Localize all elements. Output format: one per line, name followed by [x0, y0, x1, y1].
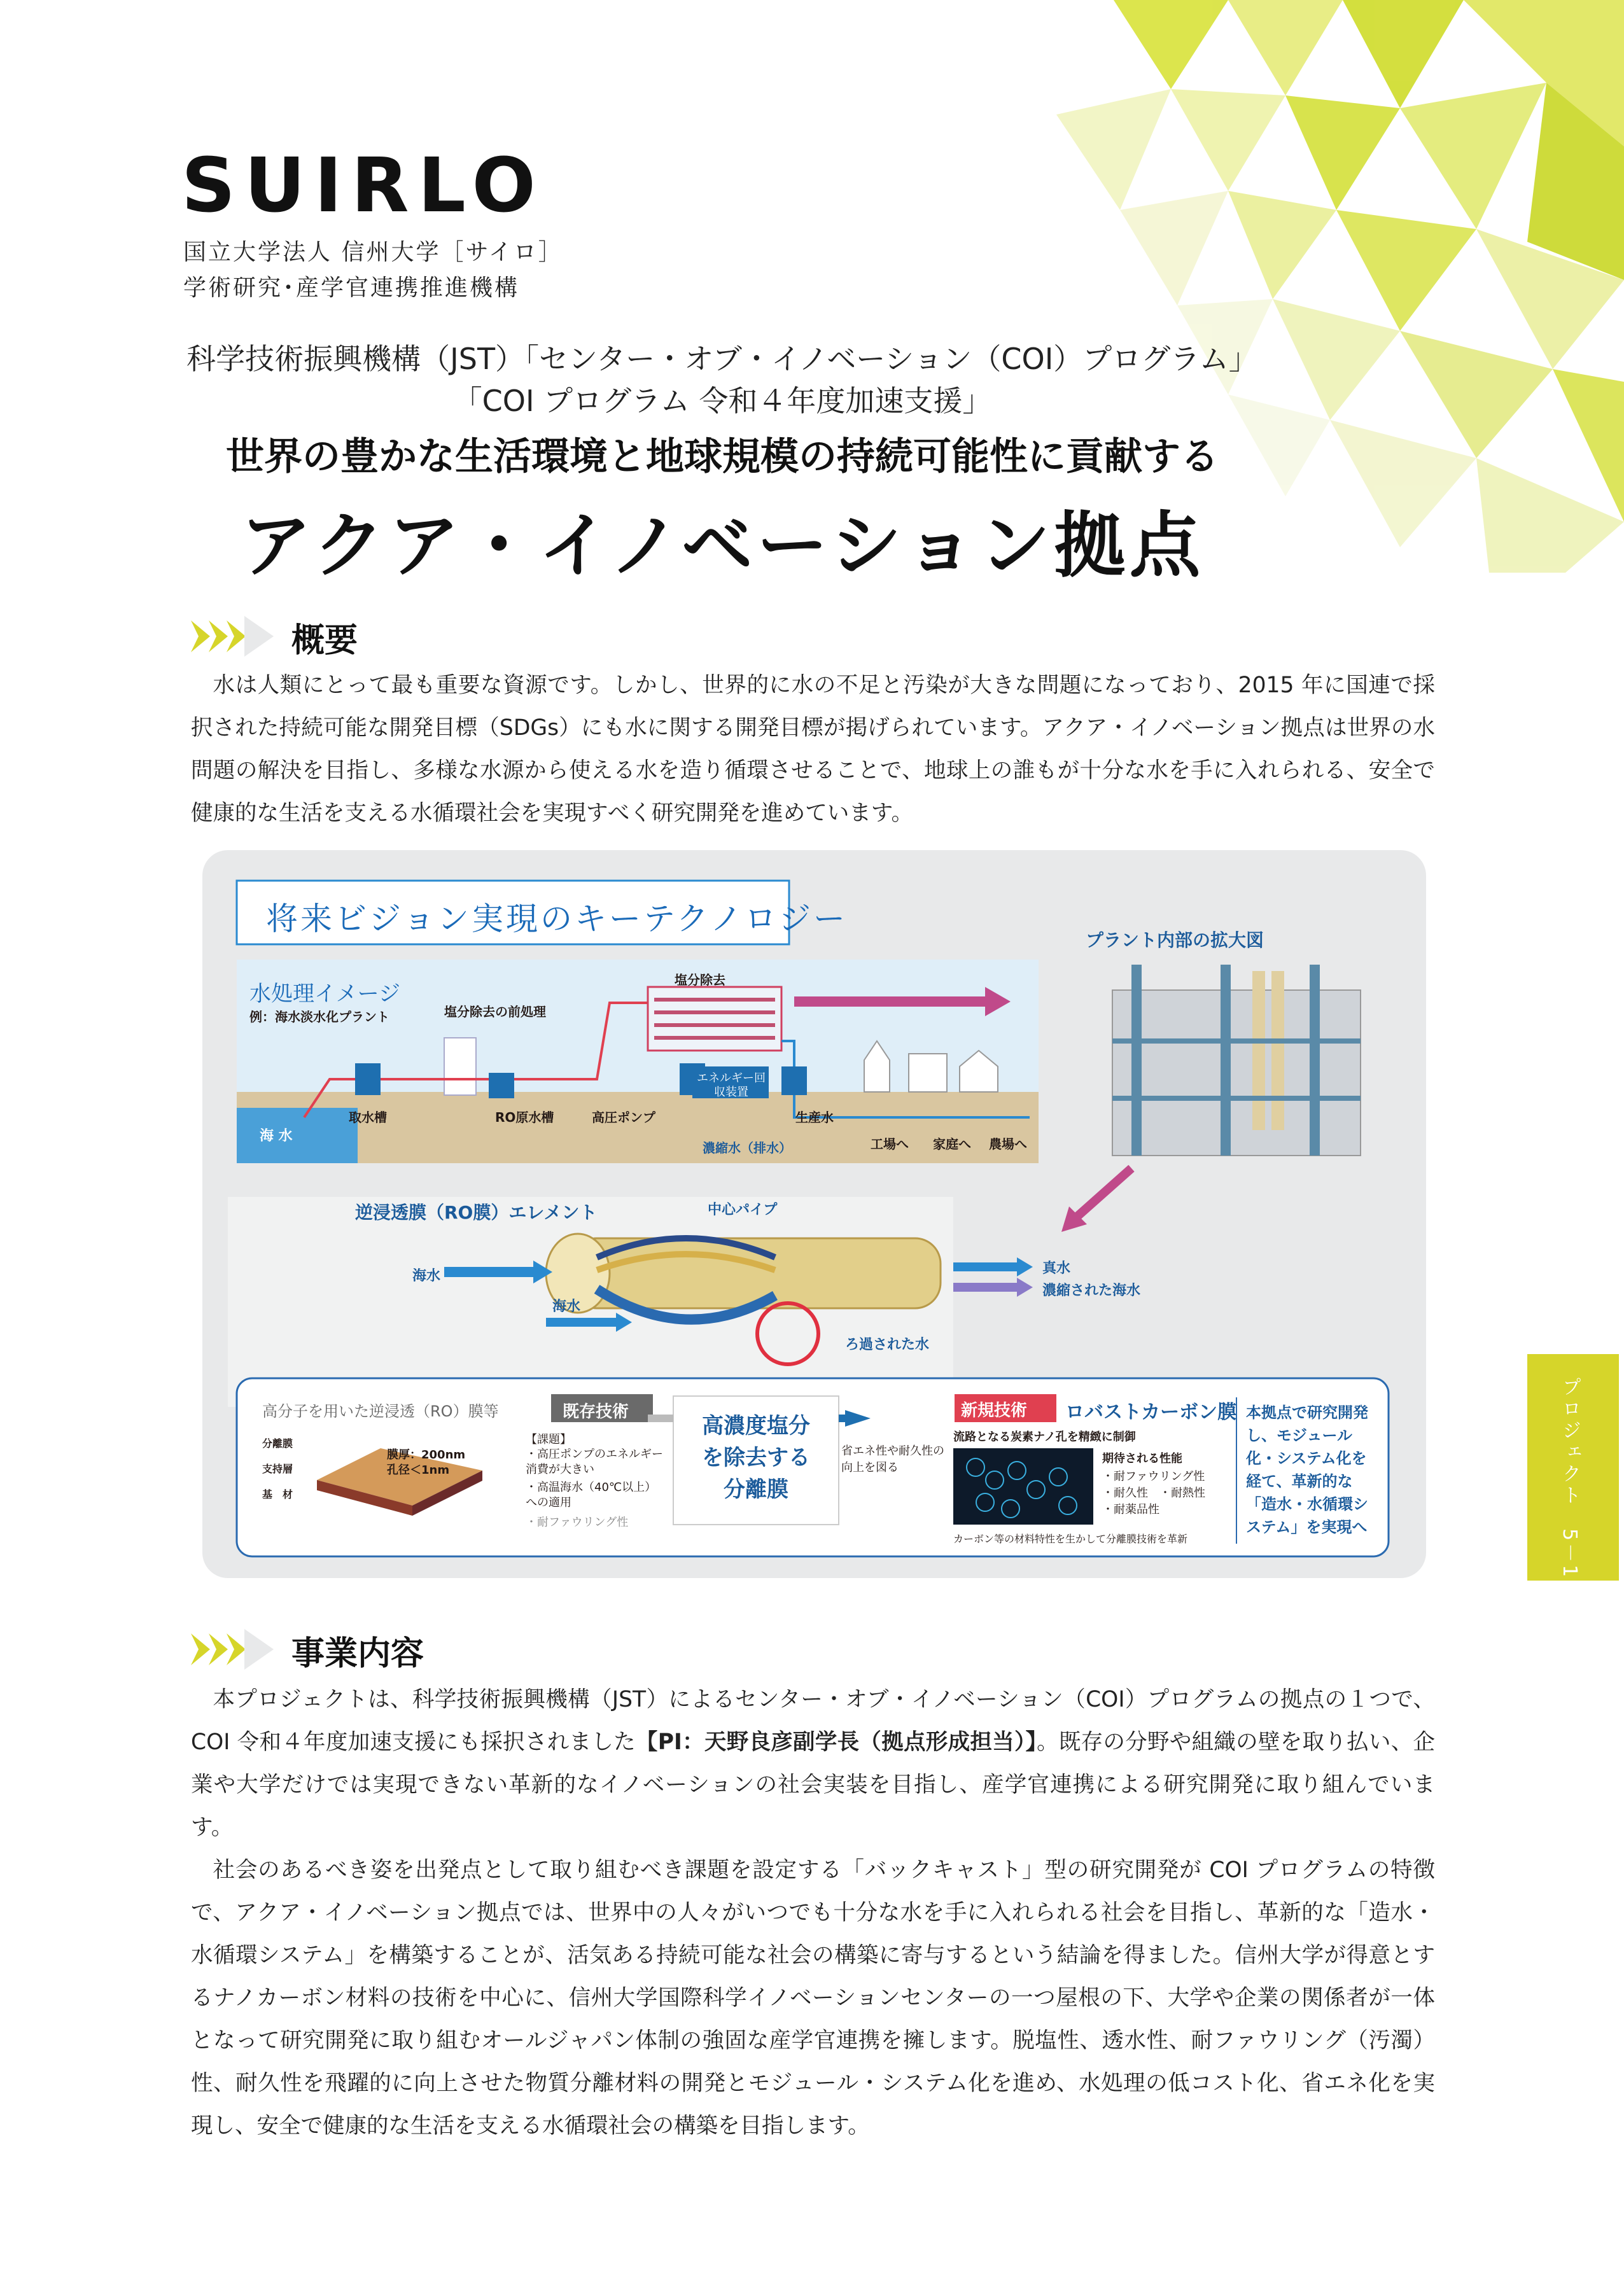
issues-title: 【課題】 — [526, 1433, 571, 1446]
desalination-label: 塩分除去 — [675, 972, 725, 988]
page-title: アクア・イノベーション拠点 — [240, 505, 1205, 587]
overview-heading: 概要 — [291, 622, 358, 660]
issue-3: ・耐ファウリング性 — [526, 1516, 629, 1529]
decorative-triangle-pattern — [955, 0, 1624, 573]
plant-zoom-label: プラント内部の拡大図 — [1086, 930, 1264, 951]
robust-subtitle: 流路となる炭素ナノ孔を精緻に制御 — [953, 1430, 1136, 1444]
business-p1-text-b: 。既存の分野や組織の壁を取り払い、企業や大学だけでは実現できない革新的なイノベーションの社会実装を目指し、産学官連携による研究開発に取り組んでいます。 — [191, 1729, 1436, 1840]
issue-1: ・高圧ポンプのエネルギー消費が大きい — [526, 1448, 663, 1476]
water-treatment-label: 水処理イメージ — [249, 981, 400, 1007]
water-treatment-example: 例：海水淡水化プラント — [249, 1009, 389, 1024]
business-paragraphs — [191, 1679, 1435, 2148]
brine-label: 濃縮水（排水） — [703, 1140, 792, 1156]
key-technology-figure — [202, 850, 1426, 1578]
business-paragraph-1 — [191, 1679, 1435, 1849]
business-heading: 事業内容 — [291, 1635, 424, 1673]
thickness-label: 膜厚：200nm — [387, 1448, 466, 1462]
existing-tech-badge: 既存技術 — [563, 1402, 629, 1422]
high-pressure-pump-label: 高圧ポンプ — [592, 1110, 655, 1125]
new-tech-badge: 新規技術 — [961, 1401, 1028, 1420]
layer-support-label: 支持層 — [262, 1463, 293, 1475]
to-home-label: 家庭へ — [933, 1136, 971, 1152]
overview-text: 水は人類にとって最も重要な資源です。しかし、世界的に水の不足と汚染が大きな問題になっており、2015 年に国連で採択された持続可能な開発目標（SDGs）にも水に関する開発目標が掲げられています。アクア・イノベーション拠点は世界の水問題の解決を目指し、多様な水源から使える水を造り循環させることで、地球上の誰もが十分な水を手に入れられる、安全で健康的な生活を支える水循環社会を実現すべく研究開発を進めています。 — [191, 673, 1435, 826]
polymer-membrane-title: 高分子を用いた逆浸透（RO）膜等 — [262, 1402, 499, 1420]
separation-membrane-box: 高濃度塩分を除去する分離膜 — [702, 1413, 810, 1502]
filtered-water-label: ろ過された水 — [845, 1337, 930, 1353]
improvement-note: 省エネ性や耐久性の向上を図る — [841, 1444, 944, 1474]
ro-tank-label: RO原水槽 — [495, 1110, 554, 1125]
performance-1: ・耐ファウリング性 — [1102, 1470, 1205, 1483]
headline: 世界の豊かな生活環境と地球規模の持続可能性に貢献する — [226, 435, 1219, 479]
plant-module-illustration — [1112, 965, 1361, 1156]
issue-2: ・高温海水（40℃以上）への適用 — [526, 1481, 657, 1509]
project-goal-text: 本拠点で研究開発し、モジュール化・システム化を経て、革新的な「造水・水循環システム」を実現へ — [1246, 1404, 1368, 1536]
concentrated-seawater-label: 濃縮された海水 — [1042, 1283, 1141, 1299]
layer-substrate-label: 基 材 — [262, 1488, 293, 1500]
center-pipe-label: 中心パイプ — [708, 1202, 778, 1218]
robust-carbon-membrane-title: ロバストカーボン膜 — [1065, 1401, 1237, 1423]
org-name-line2: 学術研究･産学官連携推進機構 — [183, 275, 520, 301]
expected-performance-title: 期待される性能 — [1102, 1452, 1182, 1465]
figure-title: 将来ビジョン実現のキーテクノロジー — [266, 900, 848, 937]
org-name-line1: 国立大学法人 信州大学［サイロ］ — [183, 239, 563, 265]
overview-paragraph — [191, 664, 1435, 835]
chevron-arrows-icon — [191, 1624, 280, 1675]
side-tab-label: プロジェクト 5－1 — [1558, 1377, 1581, 1580]
suirlo-logo: SUIRLO — [181, 141, 545, 229]
pore-size-label: 孔径＜1nm — [387, 1464, 450, 1477]
carbon-caption: カーボン等の材料特性を生かして分離膜技術を革新 — [953, 1533, 1188, 1545]
sea-water-label: 海 水 — [260, 1128, 293, 1144]
business-p1-pi: 【PI：天野良彦副学長（拠点形成担当）】 — [635, 1729, 1037, 1755]
ro-element-label: 逆浸透膜（RO膜）エレメント — [355, 1202, 598, 1223]
project-side-tab — [1527, 1354, 1619, 1581]
seawater-in-label-2: 海水 — [552, 1299, 581, 1315]
fresh-water-label: 真水 — [1042, 1261, 1071, 1276]
layer-separation-label: 分離膜 — [262, 1437, 293, 1450]
program-title-line2: 「COI プログラム 令和４年度加速支援」 — [452, 384, 992, 418]
performance-3: ・耐薬品性 — [1102, 1503, 1159, 1516]
seawater-in-label: 海水 — [412, 1268, 441, 1284]
to-farm-label: 農場へ — [989, 1136, 1027, 1152]
to-factory-label: 工場へ — [871, 1136, 909, 1152]
intake-tank-label: 取水槽 — [349, 1110, 387, 1125]
business-p1-text-a: 本プロジェクトは、科学技術振興機構（JST）によるセンター・オブ・イノベーション（COI）プログラムの拠点の１つで、COI 令和４年度加速支援にも採択されました — [191, 1687, 1435, 1755]
energy-recovery-label: エネルギー回収装置 — [697, 1072, 766, 1099]
pretreatment-label: 塩分除去の前処理 — [444, 1004, 546, 1019]
chevron-arrows-icon — [191, 611, 280, 662]
performance-2: ・耐久性 ・耐熱性 — [1102, 1486, 1205, 1500]
product-water-label: 生産水 — [795, 1110, 834, 1125]
business-paragraph-2: 社会のあるべき姿を出発点として取り組むべき課題を設定する「バックキャスト」型の研究開発が COI プログラムの特徴で、アクア・イノベーション拠点では、世界中の人々がいつでも十分な水を手に入れられる社会を目指し、革新的な「造水・水循環システム」を構築することが、活気ある持続可能な社会の構築に寄与するという結論を得ました。信州大学が得意とするナノカーボン材料の技術を中心に、信州大学国際科学イノベーションセンターの一つ屋根の下、大学や企業の関係者が一体となって研究開発に取り組むオールジャパン体制の強固な産学官連携を擁します。脱塩性、透水性、耐ファウリング（汚濁）性、耐久性を飛躍的に向上させた物質分離材料の開発とモジュール・システム化を進め、水処理の低コスト化、省エネ化を実現し、安全で健康的な生活を支える水循環社会の構築を目指します。 — [191, 1857, 1435, 2139]
program-title-line1: 科学技術振興機構（JST）「センター・オブ・イノベーション（COI）プログラム」 — [186, 342, 1258, 376]
